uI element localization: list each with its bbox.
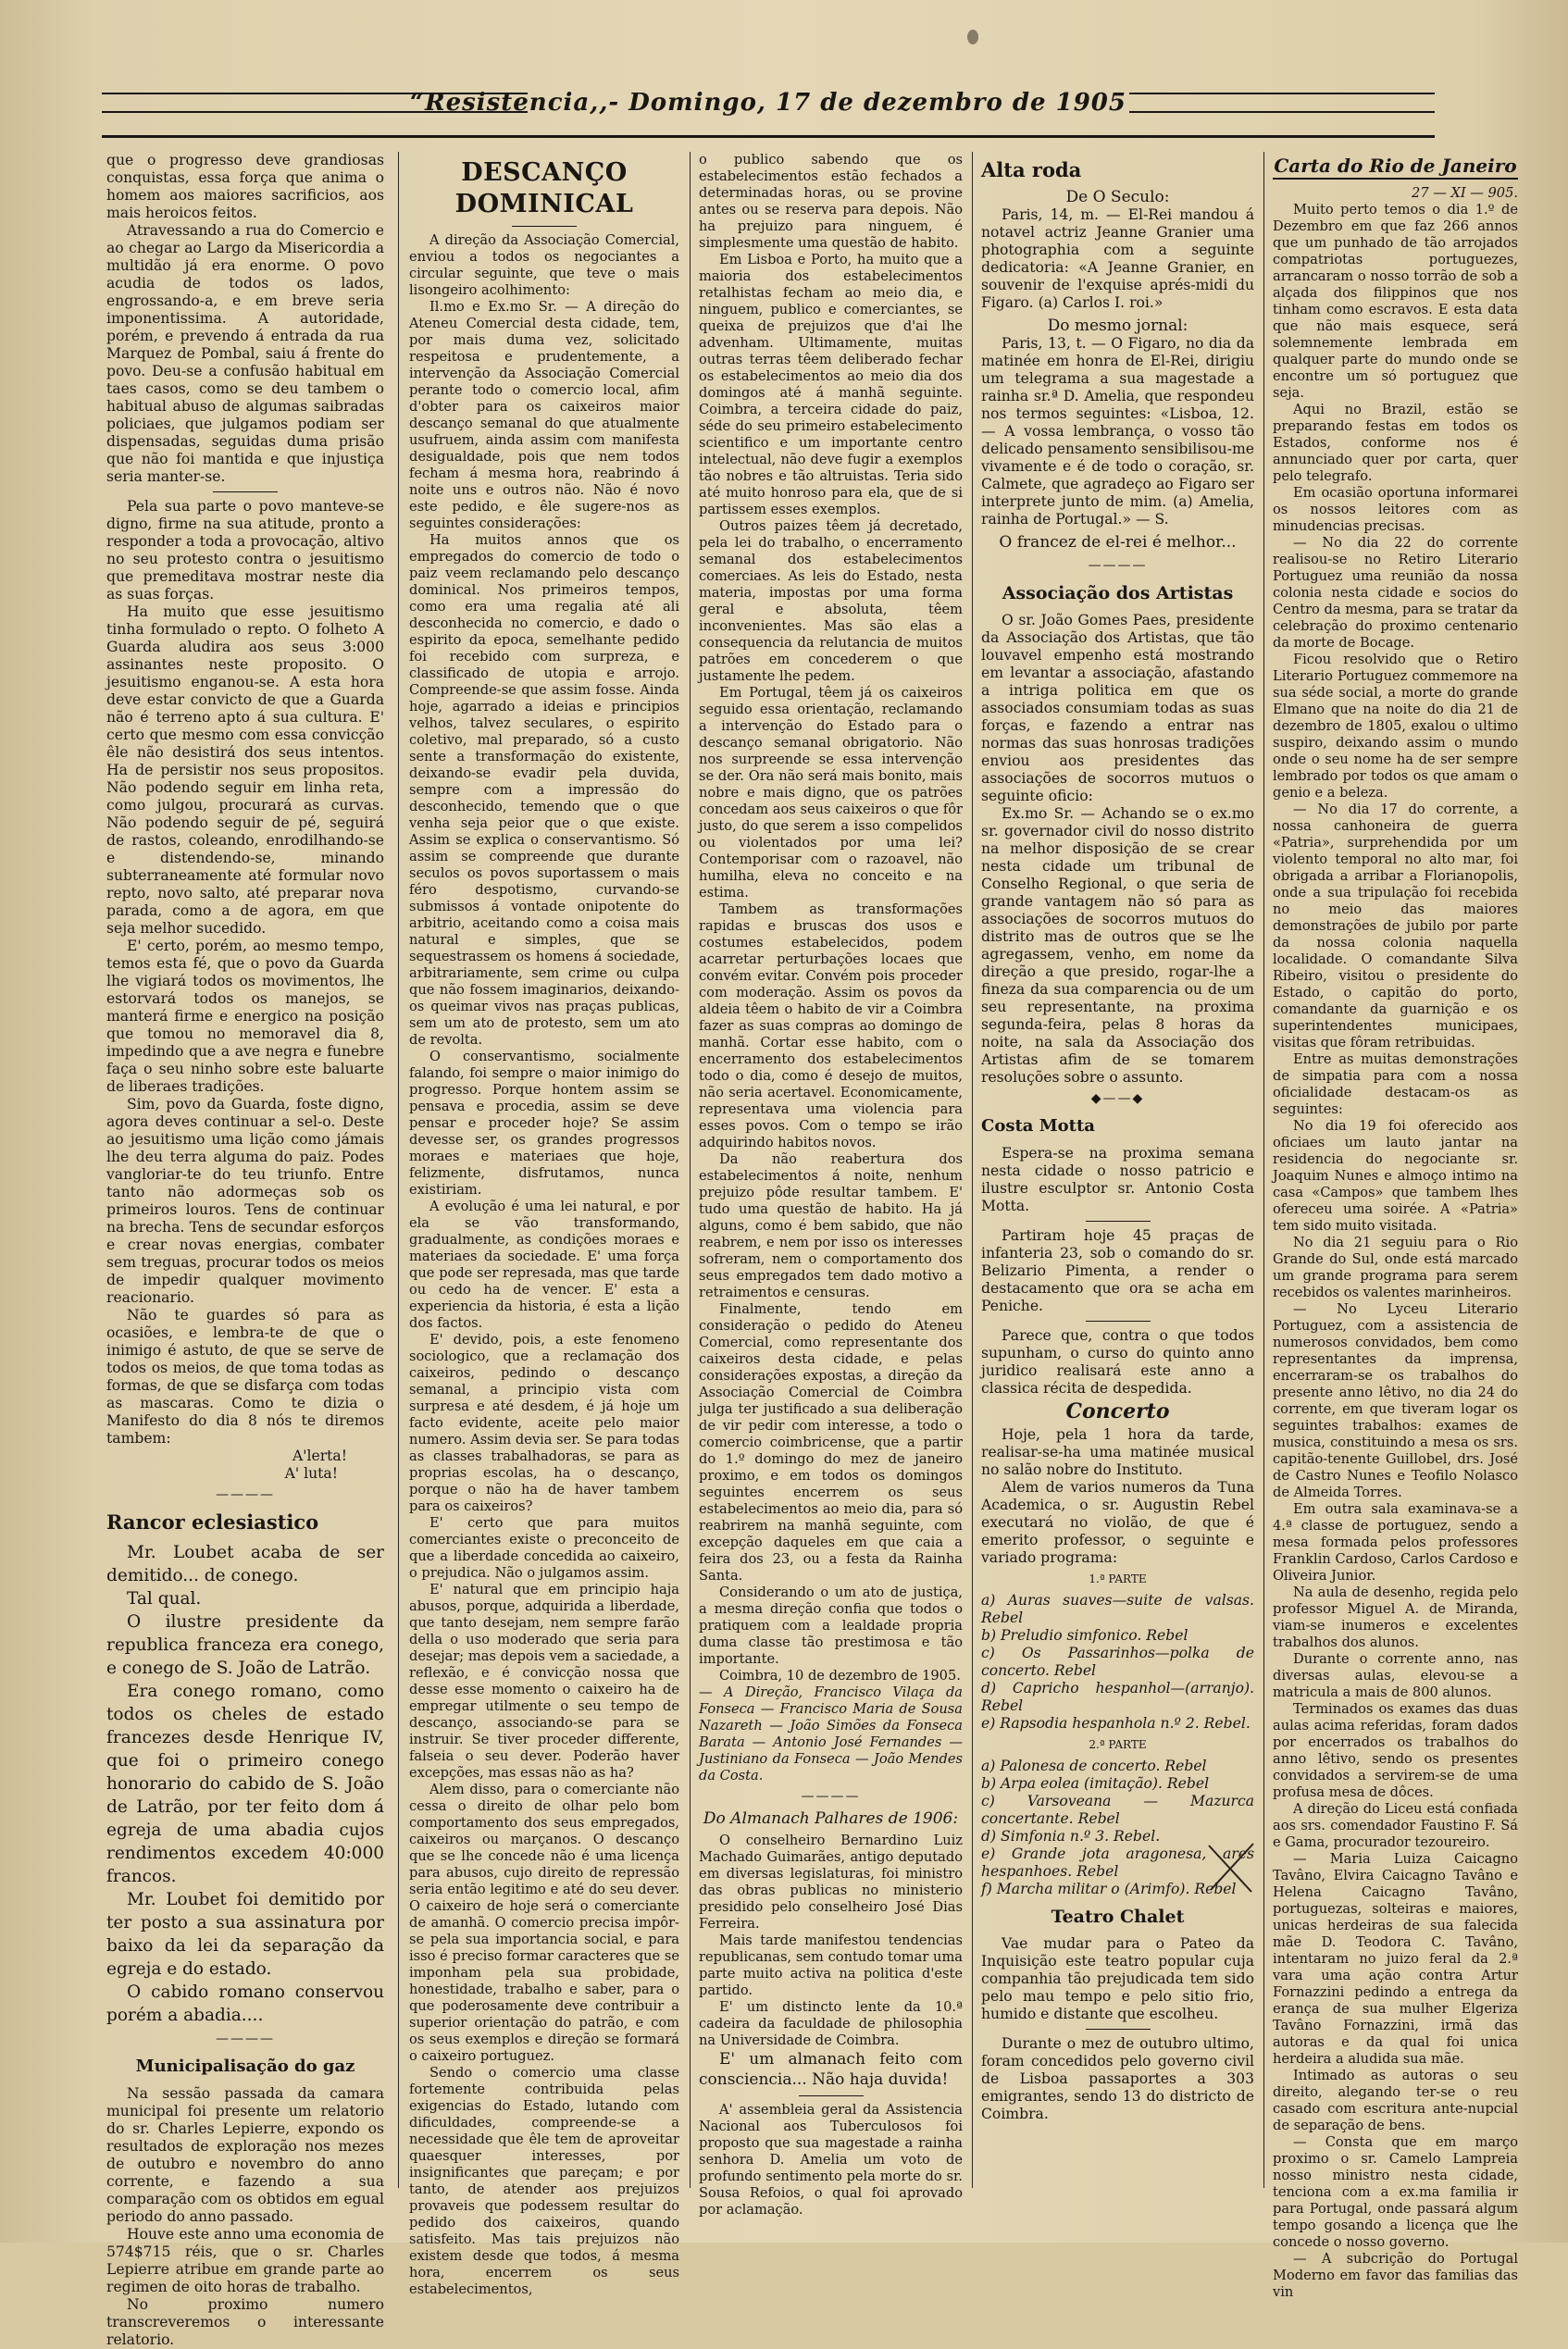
section-divider: ———— bbox=[216, 2032, 275, 2046]
descanco-paragraph: Ha muitos annos que os empregados do comercio de todo o paiz veem reclamando pelo descanço dominical. Nos primeiros tempos, como era uma regalia até ali desconhecida no comercio, e dado o espirito da epoca, semelhante pedido foi recebido com surpreza, e classificado de utopia e arrojo. Compreende-se que assim fosse. Ainda hoje, agarrado a ideias e principios velhos, talvez seculares, o espirito coletivo, mal preparado, só a custo sente a transformação do existente, deixando-se evadir pela duvida, sempre com a impressão do desconhecido, temendo que o que venha seja peior que o que existe. Assim se explica o conservantismo. Só assim se compreende que durante seculos os povos suportassem o mais féro despotismo, curvando-se submissos á vontade onipotente do arbitrio, aceitando como a coisa mais natural e simples, que se sequestrassem os homens á sociedade, arbitrariamente, sem crime ou culpa que não fossem imaginarios, deixando-os queimar vivos nas praças publicas, sem um ato de protesto, sem um ato de revolta. bbox=[409, 532, 679, 1048]
concerto-heading: Concerto bbox=[1065, 1399, 1170, 1423]
section-divider: ———— bbox=[801, 1789, 861, 1804]
column-3 bbox=[699, 152, 963, 2218]
carta-paragraph: — No dia 22 do corrente realisou-se no Retiro Literario Portuguez uma reunião da nossa colonia nesta cidade e socios do Centro da mesma, para se tratar da celebração do proximo centenario da morte de Bocage. bbox=[1273, 535, 1518, 651]
chalet-paragraph: Durante o mez de outubro ultimo, foram concedidos pelo governo civil de Lisboa passaportes a 303 emigrantes, sendo 13 do districto de Coimbra. bbox=[981, 2035, 1254, 2122]
descanco-paragraph: Em Portugal, têem já os caixeiros seguido essa orientação, reclamando a intervenção do Estado para o descanço semanal obrigatorio. Não nos surpreende se essa intervenção se der. Ora não será mais bonito, mais nobre e mais digno, que os patrões concedam aos seus caixeiros o que fôr justo, do que serem a isso compelidos ou violentados por uma lei? Contemporisar com o razoavel, não humilha, eleva no conceito e na estima. bbox=[699, 685, 963, 901]
column-rule bbox=[972, 152, 973, 2188]
section-divider: ◆——◆ bbox=[1090, 1091, 1145, 1106]
divider bbox=[1086, 1321, 1151, 1322]
descanco-paragraph: o publico sabendo que os estabelecimentos estão fechados a determinadas horas, ou se provine antes ou se reserva para depois. Não ha prejuizo para ninguem, é simplesmente uma questão de habito. bbox=[699, 152, 963, 251]
carta-paragraph: — A subcrição do Portugal Moderno em favor das familias das vin bbox=[1273, 2251, 1518, 2300]
rancor-heading: Rancor eclesiastico bbox=[106, 1510, 319, 1534]
carta-rio-heading: Carta do Rio de Janeiro bbox=[1273, 157, 1518, 180]
rancor-paragraph: O ilustre presidente da republica franceza era conego, e conego de S. João de Latrão. bbox=[106, 1612, 384, 1678]
descanco-paragraph: Em Lisboa e Porto, ha muito que a maioria dos estabelecimentos retalhistas fecham ao meio dia, e ninguem, publico e comerciantes, se queixa de prejuizos que d'ai lhe advenham. Ultimamente, muitas outras terras têem deliberado fechar os estabelecimentos ao meio dia dos domingos até á manhã seguinte. Coimbra, a terceira cidade do paiz, séde do seu primeiro estabelecimento scientifico e um importante centro intelectual, não deve fugir a exemplos tão nobres e tão altruistas. Teria sido até muito honroso para ela, que de si partissem esses exemplos. bbox=[699, 252, 963, 517]
descanco-paragraph: E' natural que em principio haja abusos, porque, adquirida a liberdade, que tanto desejam, nem sempre farão della o uso moderado que seria para desejar; mas depois vem a saciedade, a reflexão, e é convicção nossa que desse esse momento o caixeiro ha de empregar utilmente o seu tempo de descanço, associando-se para se instruir. Se tiver proceder differente, falseia o seu dever. Poderão haver excepções, mas essas não as ha? bbox=[409, 1582, 679, 1781]
descanco-paragraph: Considerando o um ato de justiça, a mesma direção confia que todos o pratiquem com a lealdade propria duma classe tão prestimosa e tão importante. bbox=[699, 1585, 963, 1667]
date-line: Coimbra, 10 de dezembro de 1905. bbox=[719, 1668, 961, 1684]
column-2 bbox=[409, 152, 679, 2297]
divider bbox=[213, 491, 278, 492]
artistas-heading: Associação dos Artistas bbox=[1002, 583, 1234, 603]
carta-paragraph: Intimado as autoras o seu direito, alegando ter-se o reu casado com escritura ante-nupcial de separação de bens. bbox=[1273, 2068, 1518, 2133]
column-rule bbox=[398, 152, 399, 2188]
pencil-x-mark bbox=[1203, 1840, 1259, 1895]
article-paragraph: Ha muito que esse jesuitismo tinha formulado o repto. O folheto A Guarda aludira aos seus 3:000 assinantes neste proposito. O jesuitismo enganou-se. A esta hora deve estar convicto de que a Guarda não é terreno apto á sua cultura. E' certo que mesmo com essa convicção êle não desistirá dos seus intentos. Ha de persistir nos seus propositos. Não podendo seguir em linha reta, como julgou, procurará as curvas. Não podendo seguir de pé, seguirá de rastos, coleando, enrodilhando-se e distendendo-se, minando subterraneamente até formular novo repto, novo salto, até preparar nova parada, como a de agora, em que seja melhor sucedido. bbox=[106, 603, 384, 937]
descanco-paragraph: Da não reabertura dos estabelecimentos á noite, nenhum prejuizo pôde resultar tambem. E' tudo uma questão de habito. Ha já alguns, como é bem sabido, que não reabrem, e nem por isso os interesses sofreram, nem o comportamento dos seus empregados tem dado motivo a retraimentos e censuras. bbox=[699, 1151, 963, 1300]
program-item: f) Marcha militar o (Arimfo). Rebel bbox=[981, 1881, 1237, 1897]
descanco-paragraph: Finalmente, tendo em consideração o pedido do Ateneu Comercial, como representante dos caixeiros desta cidade, e pelas considerações expostas, a direção da Associação Comercial de Coimbra julga ter justificado a sua deliberação de vir pedir com interesse, a todo o comercio coimbricense, que a partir do 1.º domingo do mez de janeiro proximo, e em todos os domingos seguintes encerrem os seus estabelecimentos ao meio dia, para só reabrirem na manhã seguinte, com excepção daqueles em que caia a feira dos 23, ou a festa da Rainha Santa. bbox=[699, 1301, 963, 1584]
section-divider: ———— bbox=[1088, 558, 1148, 573]
program-item: d) Simfonia n.º 3. Rebel. bbox=[981, 1828, 1161, 1845]
carta-paragraph: Em outra sala examinava-se a 4.ª classe de portuguez, sendo a mesa formada pelos professores Franklin Cardoso, Carlos Cardoso e Oliveira Junior. bbox=[1273, 1501, 1518, 1584]
almanach-paragraph: E' um distincto lente da 10.ª cadeira da faculdade de philosophia na Universidade de Coimbra. bbox=[699, 1999, 963, 2048]
concerto-paragraph: Alem de varios numeros da Tuna Academica, o sr. Augustin Rebel executará no violão, de que é emerito professor, o seguinte e variado programa: bbox=[981, 1479, 1254, 1566]
column-rule bbox=[690, 152, 691, 2188]
municipal-paragraph: No proximo numero transcreveremos o interessante relatorio. bbox=[106, 2296, 384, 2348]
artistas-paragraph: Ex.mo Sr. — Achando se o ex.mo sr. governador civil do nosso distrito na melhor disposição de se crear nesta cidade um tribunal de Conselho Regional, o que seria de grande vantagem não só para as associações de socorros mutuos do distrito mas de outros que se lhe agregassem, venho, em nome da direção a que presido, rogar-lhe a fineza da sua comparencia ou de um seu representante, na proxima segunda-feira, pelas 8 horas da noite, na sala da Associação dos Artistas afim de se tomarem resoluções sobre o assunto. bbox=[981, 805, 1254, 1086]
article-paragraph: Atravessando a rua do Comercio e ao chegar ao Largo da Misericordia a multidão já era enorme. O povo acudia de todos os lados, engrossando-a, e em breve seria imponentissima. A autoridade, porém, e prevendo á entrada da rua Marquez de Pombal, saiu á frente do povo. Deu-se a confusão habitual em taes casos, como se deu tambem o habitual abuso de algumas saibradas policiaes, que julgamos podiam ser dispensadas, seguidas duma prisão que não foi mantida e que injustiça seria manter-se. bbox=[106, 222, 384, 485]
almanach-heading: Do Almanach Palhares de 1906: bbox=[703, 1809, 959, 1828]
francez-remark: O francez de el-rei é melhor... bbox=[999, 533, 1237, 552]
rancor-paragraph: Era conego romano, como todos os cheles de estado francezes desde Henrique IV, que foi o primeiro conego honorario do cabido de S. João de Latrão, por ter feito dom á egreja de uma abadia cujos rendimentos excedem 40:000 francos. bbox=[106, 1682, 384, 1886]
costa-paragraph: Espera-se na proxima semana nesta cidade o nosso patricio e ilustre esculptor sr. Antonio Costa Motta. bbox=[981, 1145, 1254, 1214]
alta-roda-heading: Alta roda bbox=[981, 158, 1082, 181]
municipal-paragraph: Na sessão passada da camara municipal foi presente um relatorio do sr. Charles Lepierre, expondo os resultados de exploração nos mezes de outubro e novembro do anno corrente, e fazendo a sua comparação com os obtidos em egual periodo do anno passado. bbox=[106, 2085, 384, 2225]
paper-stain bbox=[967, 30, 978, 44]
carta-paragraph: Na aula de desenho, regida pelo professor Miguel A. de Miranda, viam-se inumeros e excelentes trabalhos dos alunos. bbox=[1273, 1585, 1518, 1650]
program-item: a) Auras suaves—suite de valsas. Rebel bbox=[981, 1592, 1254, 1626]
carta-paragraph: — No dia 17 do corrente, a nossa canhoneira de guerra «Patria», surprehendida por um violento temporal no alto mar, foi obrigada a arribar a Florianopolis, onde a sua tripulação foi recebida no meio das maiores demonstrações de jubilo por parte da nossa colonia naquella localidade. O comandante Silva Ribeiro, visitou o presidente do Estado, o capitão do porto, comandante da guarnição e os superintendentes municipaes, visitas que fôram retribuidas. bbox=[1273, 802, 1518, 1050]
carta-paragraph: — Maria Luiza Caicagno Tavâno, Elvira Caicagno Tavâno e Helena Caicagno Tavâno, portuguezas, solteiras e maiores, unicas herdeiras de sua falecida mãe D. Teodora C. Tavâno, intentaram no juizo feral da 2.ª vara uma ação contra Artur Fornazzini pedindo a entrega da erança de sua mulher Elgeriza Tavâno Fornazzini, irmã das autoras e da qual foi unica herdeira a aludida sua mãe. bbox=[1273, 1851, 1518, 2067]
carta-paragraph: — No Lyceu Literario Portuguez, com a assistencia de numerosos convidados, bem como representantes da imprensa, encerraram-se os trabalhos do presente anno lêtivo, no dia 24 do corrente, em que tiveram logar os seguintes trabalhos: exames de musica, constituindo a mesa os srs. capitão-tenente Guillobel, drs. José de Castro Nunes e Teofilo Nolasco de Almeida Torres. bbox=[1273, 1301, 1518, 1500]
alerta-line: A'lerta! bbox=[292, 1448, 347, 1464]
descanco-paragraph: Il.mo e Ex.mo Sr. — A direção do Ateneu Comercial desta cidade, tem, por mais duma vez, solicitado respeitosa e prudentemente, a intervenção da Associação Comercial perante todo o comercio local, afim d'obter para os caixeiros maior descanço semanal do que atualmente usufruem, ainda assim com manifesta desigualdade, pois que nem todos fecham á mesma hora, reabrindo á noite uns e outros não. Não é novo este pedido, e êle sugere-nos as seguintes considerações: bbox=[409, 299, 679, 531]
municipal-heading: Municipalisação do gaz bbox=[135, 2057, 355, 2076]
artistas-paragraph: O sr. João Gomes Paes, presidente da Associação dos Artistas, que tão louvavel empenho está mostrando em levantar a associação, afastando a intriga politica em que os associados consumiam todas as suas forças, e fazendo a entrar nas normas das suas honrosas tradições enviou aos presidentes das associações de socorros mutuos o seguinte oficio: bbox=[981, 612, 1254, 804]
article-paragraph: que o progresso deve grandiosas conquistas, essa força que anima o homem aos maiores sacrificios, aos mais heroicos feitos. bbox=[106, 152, 384, 221]
column-1 bbox=[106, 152, 384, 2348]
divider bbox=[799, 2095, 864, 2096]
masthead-title: “Resistencia,,- Domingo, 17 de dezembro de 1905 bbox=[410, 89, 1126, 117]
descanco-paragraph: E' certo que para muitos comerciantes existe o preconceito de que a liberdade concedida ao caixeiro, o prejudica. Não o julgamos assim. bbox=[409, 1515, 679, 1581]
almanach-paragraph: O conselheiro Bernardino Luiz Machado Guimarães, antigo deputado em diversas legislaturas, foi ministro das obras publicas no ministerio presidido pelo conselheiro José Dias Ferreira. bbox=[699, 1833, 963, 1932]
descanco-paragraph: Tambem as transformações rapidas e bruscas dos usos e costumes estabelecidos, podem acarretar perturbações locaes que convém evitar. Convém pois proceder com moderação. Assim os povos da aldeia têem o habito de vir a Coimbra fazer as suas compras ao domingo de manhã. Cortar esse habito, com o encerramento dos estabelecimentos todo o dia, como é desejo de muitos, não seria acertavel. Economicamente, representava uma violencia para esses povos. Com o tempo se irão adquirindo habitos novos. bbox=[699, 901, 963, 1150]
carta-paragraph: Muito perto temos o dia 1.º de Dezembro em que faz 266 annos que um punhado de tão arrojados compatriotas portuguezes, arrancaram o nosso torrão de sob a alçada dos filippinos que nos tinham como escravos. E esta data que não mais esquece, será solemnemente lembrada em qualquer parte do mundo onde se encontre um só portuguez que seja. bbox=[1273, 202, 1518, 401]
program-item: a) Palonesa de concerto. Rebel bbox=[981, 1758, 1207, 1774]
descanco-paragraph: A direção da Associação Comercial, enviou a todos os negociantes a circular seguinte, que teve o mais lisongeiro acolhimento: bbox=[409, 232, 679, 298]
jornal-paragraph: Paris, 13, t. — O Figaro, no dia da matinée em honra de El-Rei, dirigiu um telegrama a sua magestade a rainha sr.ª D. Amelia, que respondeu nos termos seguintes: «Lisboa, 12. — A vossa lembrança, o vosso tão delicado pensamento sensibilisou-me vivamente e é de todo o coração, sr. Calmete, que agradeço ao Figaro ser interprete junto de mim. (a) Amelia, rainha de Portugal.» — S. bbox=[981, 335, 1254, 528]
jornal-intro: Do mesmo jornal: bbox=[1047, 317, 1188, 335]
divider bbox=[1086, 2029, 1151, 2030]
program-item: d) Capricho hespanhol—(arranjo). Rebel bbox=[981, 1680, 1254, 1714]
program-item: b) Preludio simfonico. Rebel bbox=[981, 1627, 1188, 1644]
seculo-paragraph: Paris, 14, m. — El-Rei mandou á notavel actriz Jeanne Granier uma photographia com a seguinte dedicatoria: «A Jeanne Granier, en souvenir de l'exquise aprés-midi du Figaro. (a) Carlos I. roi.» bbox=[981, 206, 1254, 311]
descanco-paragraph: Sendo o comercio uma classe fortemente contribuida pelas exigencias do Estado, lutando com dificuldades, compreende-se a necessidade que êle tem de aproveitar quaesquer interesses, por insignificantes que pareçam; e por tanto, de atender aos prejuizos provaveis que podessem resultar do pedido dos caixeiros, quando satisfeito. Mas tais prejuizos não existem desde que todos, á mesma hora, encerrem os seus estabelecimentos, bbox=[409, 2065, 679, 2297]
section-divider: ———— bbox=[216, 1487, 275, 1502]
carta-paragraph: No dia 19 foi oferecido aos oficiaes um lauto jantar na residencia do negociante sr. Joaquim Nunes e almoço intimo na casa «Campos» que tambem lhes ofereceu uma soirée. A «Patria» tem sido muito visitada. bbox=[1273, 1118, 1518, 1234]
column-5 bbox=[1273, 152, 1518, 2300]
carta-paragraph: A direção do Liceu está confiada aos srs. comendador Faustino F. Sá e Gama, procurador tezoureiro. bbox=[1273, 1801, 1518, 1850]
concerto-paragraph: Hoje, pela 1 hora da tarde, realisar-se-ha uma matinée musical no salão nobre do Instituto. bbox=[981, 1426, 1254, 1478]
article-paragraph: Não te guardes só para as ocasiões, e lembra-te de que o inimigo é astuto, de que se serve de todos os meios, de que toma todas as formas, de que se disfarça com todas as mascaras. Como te dizia o Manifesto do dia 8 nós te diremos tambem: bbox=[106, 1307, 384, 1447]
chalet-heading: Teatro Chalet bbox=[1051, 1907, 1185, 1927]
descanco-paragraph: Alem disso, para o comerciante não cessa o direito de olhar pelo bom comportamento dos seus empregados, caixeiros ou marçanos. O descanço que se lhe concede não é uma licença para abusos, cujo direito de repressão seria então legitimo e até do seu dever. O caixeiro de hoje será o comerciante de amanhã. O comercio precisa impôr-se pela sua importancia social, e para isso é preciso formar caracteres que se imponham pela sua probidade, honestidade, trabalho e saber, para o que poderosamente deve contribuir a superior orientação do patrão, e com os seus exemplos e direção se formará o caixeiro portuguez. bbox=[409, 1782, 679, 2064]
seculo-intro: De O Seculo: bbox=[1065, 188, 1170, 206]
descanco-paragraph: E' devido, pois, a este fenomeno sociologico, que a reclamação dos caixeiros, pedindo o descanço semanal, a principio vista com surpresa e até desdem, é já hoje um facto evidente, aceite pelo maior numero. Assim devia ser. Se para todas as classes trabalhadoras, se para as proprias escolas, ha o descanço, porque o não ha de haver tambem para os caixeiros? bbox=[409, 1332, 679, 1514]
carta-paragraph: No dia 21 seguiu para o Rio Grande do Sul, onde está marcado um grande programa para serem recebidos os valentes marinheiros. bbox=[1273, 1235, 1518, 1300]
program-item: c) Varsoveana — Mazurca concertante. Rebel bbox=[981, 1793, 1254, 1827]
rancor-paragraph: Tal qual. bbox=[127, 1589, 202, 1609]
costa-motta-heading: Costa Motta bbox=[981, 1116, 1095, 1136]
carta-paragraph: Durante o corrente anno, nas diversas aulas, elevou-se a matricula a mais de 800 alunos. bbox=[1273, 1651, 1518, 1700]
divider bbox=[1086, 1221, 1151, 1222]
almanach-paragraph: Mais tarde manifestou tendencias republicanas, sem contudo tomar uma parte muito activa na politica d'este partido. bbox=[699, 1933, 963, 1998]
descanco-heading: DESCANÇO DOMINICAL bbox=[454, 158, 634, 218]
rancor-paragraph: Mr. Loubet foi demitido por ter posto a sua assinatura por baixo da lei da separação da egreja e do estado. bbox=[106, 1890, 384, 1979]
parte-1-label: 1.ª PARTE bbox=[1089, 1572, 1147, 1585]
divider bbox=[512, 226, 577, 227]
rancor-paragraph: Mr. Loubet acaba de ser demitido... de conego. bbox=[106, 1543, 384, 1585]
article-paragraph: Pela sua parte o povo manteve-se digno, firme na sua atitude, pronto a responder a toda a provocação, altivo no seu protesto contra o jesuitismo que premeditava mostrar neste dia as suas forças. bbox=[106, 498, 384, 603]
descanco-paragraph: O conservantismo, socialmente falando, foi sempre o maior inimigo do progresso. Porque hontem assim se pensava e procedia, assim se deve pensar e proceder hoje? Se assim devesse ser, os grandes progressos moraes e materiaes que hoje, felizmente, disfrutamos, nunca existiriam. bbox=[409, 1049, 679, 1198]
program-item: b) Arpa eolea (imitação). Rebel bbox=[981, 1775, 1210, 1792]
parte-2-label: 2.ª PARTE bbox=[1089, 1738, 1147, 1751]
descanco-paragraph: A evolução é uma lei natural, e por ela se vão transformando, gradualmente, as condições moraes e materiaes da sociedade. E' uma força que pode ser represada, mas que tarde ou cedo ha de vencer. E' esta a experiencia da historia, é esta a lição dos factos. bbox=[409, 1199, 679, 1331]
program-item: e) Grande jota aragonesa, ares hespanhoes. Rebel bbox=[981, 1846, 1254, 1880]
carta-paragraph: Ficou resolvido que o Retiro Literario Portuguez commemore na sua séde social, a morte do grande Elmano que na noite do dia 21 de dezembro de 1805, exalou o ultimo suspiro, deixando assim o mundo onde o seu nome ha de ser sempre lembrado por todos os que amam o genio e a beleza. bbox=[1273, 652, 1518, 801]
carta-paragraph: Entre as muitas demonstrações de simpatia para com a nossa oficialidade destacam-os as seguintes: bbox=[1273, 1051, 1518, 1117]
assistencia-paragraph: A' assembleia geral da Assistencia Nacional aos Tuberculosos foi proposto que sua magestade a rainha senhora D. Amelia um voto de profundo sentimento pela morte do sr. Sousa Refoios, o qual foi aprovado por aclamação. bbox=[699, 2102, 963, 2218]
costa-paragraph: Partiram hoje 45 praças de infanteria 23, sob o comando do sr. Belizario Pimenta, a render o destacamento que ora se acha em Peniche. bbox=[981, 1227, 1254, 1314]
descanco-paragraph: Outros paizes têem já decretado, pela lei do trabalho, o encerramento semanal dos estabelecimentos comerciaes. As leis do Estado, nesta materia, impostas por uma forma geral e absoluta, têem inconvenientes. Mas são elas a consequencia da relutancia de muitos patrões em concederem o que justamente lhe pedem. bbox=[699, 518, 963, 684]
program-item: e) Rapsodia hespanhola n.º 2. Rebel. bbox=[981, 1715, 1251, 1732]
article-paragraph: Sim, povo da Guarda, foste digno, agora deves continuar a sel-o. Deste ao jesuitismo uma lição como jámais lhe deu terra alguma do paiz. Podes vangloriar-te do teu triunfo. Entre tanto não adormeças sob os primeiros louros. Tens de continuar na brecha. Tens de secundar esforços e crear novas energias, combater sem treguas, procurar todos os meios de impedir qualquer movimento reacionario. bbox=[106, 1096, 384, 1306]
signatories: — A Direção, Francisco Vilaça da Fonseca — Francisco Maria de Sousa Nazareth — João Simões da Fonseca Barata — Antonio José Fernandes — Justiniano da Fonseca — João Mendes da Costa. bbox=[699, 1684, 963, 1784]
chalet-paragraph: Vae mudar para o Pateo da Inquisição este teatro popular cuja companhia tão prejudicada tem sido pelo mau tempo e pelo sitio frio, humido e distante que escolheu. bbox=[981, 1935, 1254, 2022]
program-item: c) Os Passarinhos—polka de concerto. Rebel bbox=[981, 1645, 1254, 1679]
article-paragraph: E' certo, porém, ao mesmo tempo, temos esta fé, que o povo da Guarda lhe vigiará todos os movimentos, lhe estorvará todos os manejos, se manterá firme e energico na posição que tomou no memoravel dia 8, impedindo que a ave negra e funebre faça o seu ninho sobre este baluarte de liberaes tradições. bbox=[106, 938, 384, 1095]
column-rule bbox=[1263, 152, 1264, 2188]
carta-paragraph: Aqui no Brazil, estão se preparando festas em todos os Estados, conforme nos é annunciado quer por carta, quer pelo telegrafo. bbox=[1273, 402, 1518, 484]
carta-date: 27 — XI — 905. bbox=[1412, 185, 1518, 201]
carta-paragraph: — Consta que em março proximo o sr. Camelo Lampreia nosso ministro nesta cidade, tenciona com a ex.ma familia ir para Portugal, onde passará algum tempo gosando a licença que lhe concede o nosso governo. bbox=[1273, 2134, 1518, 2250]
luta-line: A' luta! bbox=[284, 1465, 338, 1482]
almanach-remark: E' um almanach feito com consciencia... Não haja duvida! bbox=[699, 2050, 963, 2089]
rancor-paragraph: O cabido romano conservou porém a abadia.... bbox=[106, 1982, 384, 2025]
carta-paragraph: Terminados os exames das duas aulas acima referidas, foram dados por encerrados os trabalhos do anno lêtivo, sendo os presentes convidados a servirem-se de uma profusa mesa de dôces. bbox=[1273, 1701, 1518, 1800]
municipal-paragraph: Houve este anno uma economia de 574$715 réis, que o sr. Charles Lepierre atribue em grande parte ao regimen de oito horas de trabalho. bbox=[106, 2226, 384, 2295]
costa-paragraph: Parece que, contra o que todos supunham, o curso do quinto anno juridico realisará este anno a classica récita de despedida. bbox=[981, 1327, 1254, 1397]
carta-paragraph: Em ocasião oportuna informarei os nossos leitores com as minudencias precisas. bbox=[1273, 485, 1518, 534]
masthead bbox=[102, 89, 1435, 138]
